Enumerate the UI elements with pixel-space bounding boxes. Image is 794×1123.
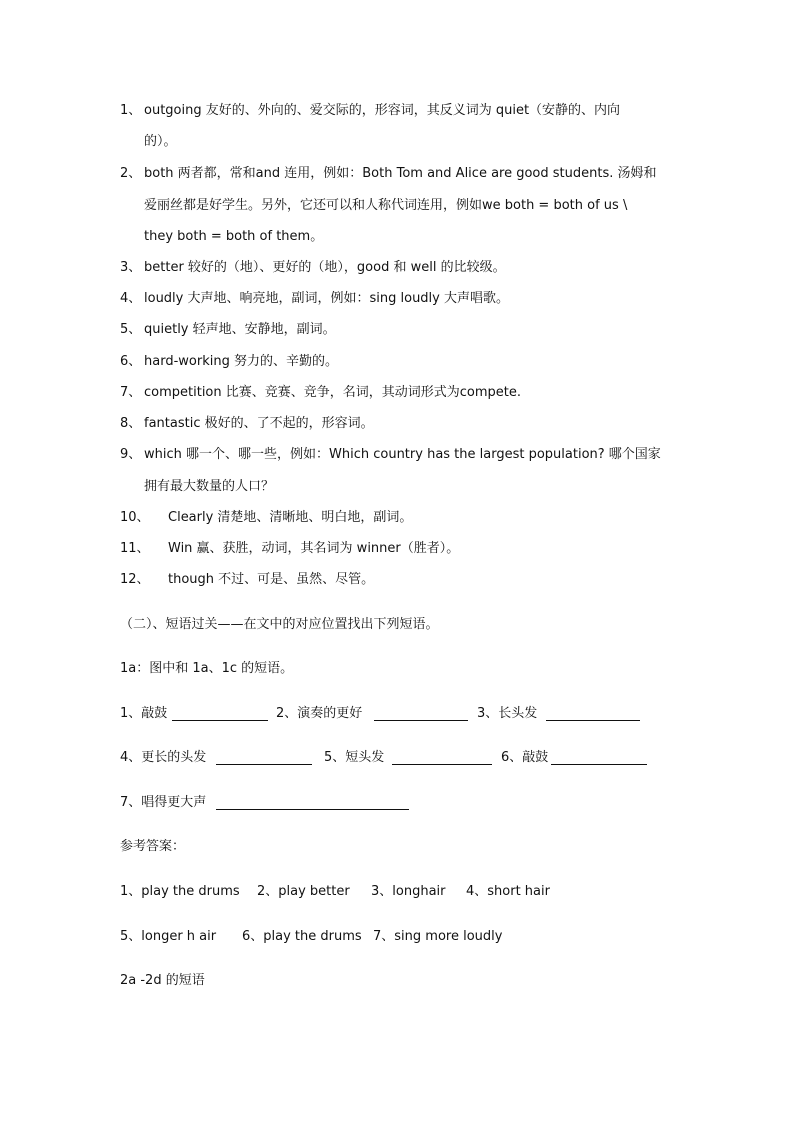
item-number: 1、 xyxy=(120,103,142,118)
item-text: they both = both of them。 xyxy=(144,229,324,244)
item-number: 9、 xyxy=(120,447,142,462)
answer-blank[interactable] xyxy=(374,706,468,721)
vocab-item-2-cont xyxy=(144,229,323,245)
answers-label: 参考答案： xyxy=(120,839,186,854)
item-text: 爱丽丝都是好学生。另外，它还可以和人称代词连用，例如we both = both of us \ xyxy=(144,198,628,213)
answer-text: 5、longer h air xyxy=(120,929,217,944)
exercise-prompt: 6、敲鼓 xyxy=(501,750,549,765)
exercise-prompt: 2、演奏的更好 xyxy=(276,706,363,721)
item-text: 的）。 xyxy=(144,134,177,149)
item-text: which 哪一个、哪一些，例如：Which country has the largest population? 哪个国家 xyxy=(144,447,661,462)
exercise-prompt: 1、敲鼓 xyxy=(120,706,168,721)
item-text: loudly 大声地、响亮地，副词，例如：sing loudly 大声唱歌。 xyxy=(144,291,509,306)
item-text: Clearly 清楚地、清晰地、明白地，副词。 xyxy=(168,510,413,525)
answer-blank[interactable] xyxy=(546,706,640,721)
item-text: though 不过、可是、虽然、尽管。 xyxy=(168,572,375,587)
item-number: 10、 xyxy=(120,510,150,525)
item-number: 2、 xyxy=(120,166,142,181)
vocab-item-9-cont xyxy=(144,479,274,495)
item-text: hard-working 努力的、辛勤的。 xyxy=(144,354,338,369)
item-text: outgoing 友好的、外向的、爱交际的，形容词，其反义词为 quiet（安静的、内向 xyxy=(144,103,621,118)
exercise-prompt: 4、更长的头发 xyxy=(120,750,207,765)
item-text: fantastic 极好的、了不起的，形容词。 xyxy=(144,416,374,431)
answer-blank[interactable] xyxy=(216,750,312,765)
answer-text: 2、play better xyxy=(257,884,350,899)
item-text: better 较好的（地）、更好的（地），good 和 well 的比较级。 xyxy=(144,260,506,275)
section-subheading-2a-2d: 2a -2d 的短语 xyxy=(120,973,205,988)
item-text: 拥有最大数量的人口？ xyxy=(144,479,275,494)
item-number: 6、 xyxy=(120,354,142,369)
answer-text: 4、short hair xyxy=(466,884,550,899)
item-number: 3、 xyxy=(120,260,142,275)
answer-blank[interactable] xyxy=(392,750,492,765)
vocab-item-1-cont xyxy=(144,134,177,150)
item-number: 7、 xyxy=(120,385,142,400)
item-text: competition 比赛、竞赛、竞争，名词，其动词形式为compete. xyxy=(144,385,522,400)
item-number: 11、 xyxy=(120,541,150,556)
answer-text: 6、play the drums xyxy=(242,929,362,944)
answer-text: 1、play the drums xyxy=(120,884,240,899)
item-number: 8、 xyxy=(120,416,142,431)
section-heading: （二）、短语过关——在文中的对应位置找出下列短语。 xyxy=(120,617,439,632)
answer-blank[interactable] xyxy=(216,795,409,810)
answer-blank[interactable] xyxy=(551,750,647,765)
answer-blank[interactable] xyxy=(172,706,268,721)
exercise-prompt: 5、短头发 xyxy=(324,750,385,765)
item-number: 4、 xyxy=(120,291,142,306)
item-text: quietly 轻声地、安静地，副词。 xyxy=(144,322,336,337)
item-number: 5、 xyxy=(120,322,142,337)
sub-heading: 1a：图中和 1a、1c 的短语。 xyxy=(120,661,294,676)
vocab-item-2-cont xyxy=(144,198,627,214)
exercise-prompt: 3、长头发 xyxy=(477,706,538,721)
answer-text: 7、sing more loudly xyxy=(373,929,503,944)
answer-text: 3、longhair xyxy=(371,884,446,899)
exercise-prompt: 7、唱得更大声 xyxy=(120,795,207,810)
item-text: Win 赢、获胜，动词，其名词为 winner（胜者）。 xyxy=(168,541,460,556)
item-number: 12、 xyxy=(120,572,150,587)
item-text: both 两者都，常和and 连用，例如：Both Tom and Alice are good students. 汤姆和 xyxy=(144,166,657,181)
